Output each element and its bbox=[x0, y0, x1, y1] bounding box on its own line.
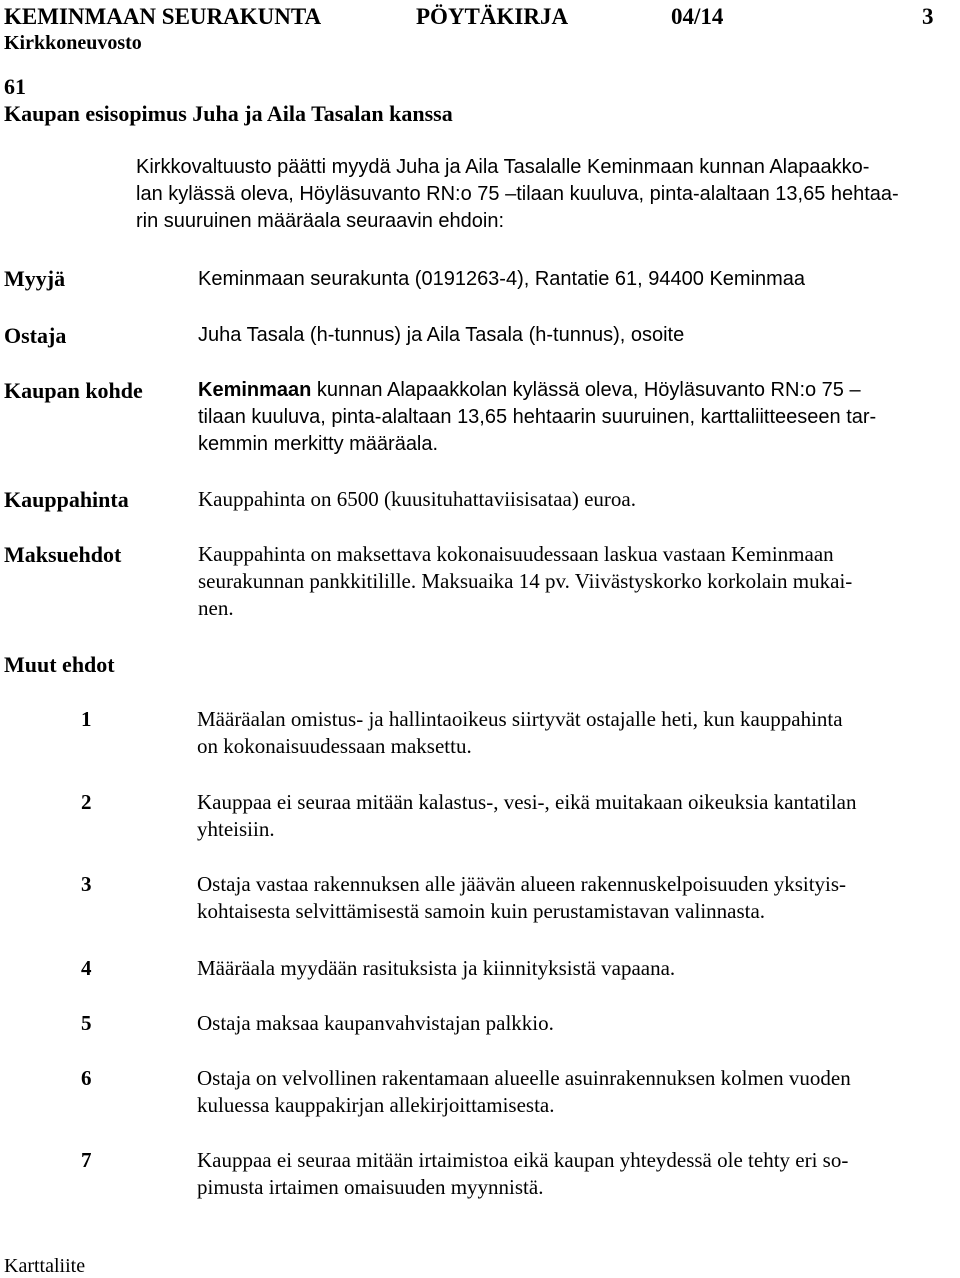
term-line: Ostaja on velvollinen rakentamaan alueelle asuinrakennuksen kolmen vuoden bbox=[197, 1066, 851, 1090]
price-label: Kauppahinta bbox=[4, 487, 129, 512]
term-line: yhteisiin. bbox=[197, 817, 275, 841]
term-text bbox=[197, 706, 947, 760]
object-line: tilaan kuuluva, pinta-alaltaan 13,65 hehtaarin suuruinen, karttaliitteeseen tar- bbox=[198, 406, 877, 428]
intro-line: Kirkkovaltuusto päätti myydä Juha ja Aila Tasalalle Keminmaan kunnan Alapaakko- bbox=[136, 156, 870, 178]
payment-line: nen. bbox=[198, 596, 234, 620]
price-value: Kauppahinta on 6500 (kuusituhattaviisisataa) euroa. bbox=[198, 487, 636, 511]
term-number: 1 bbox=[81, 707, 92, 731]
term-text bbox=[197, 1010, 947, 1037]
intro-line: rin suuruinen määräala seuraavin ehdoin: bbox=[136, 210, 505, 232]
term-number: 2 bbox=[81, 790, 92, 814]
term-line: kohtaisesta selvittämisestä samoin kuin perustamistavan valinnasta. bbox=[197, 899, 766, 923]
header-org: KEMINMAAN SEURAKUNTA bbox=[4, 4, 322, 29]
term-line: kuluessa kauppakirjan allekirjoittamisesta. bbox=[197, 1093, 555, 1117]
other-terms-label: Muut ehdot bbox=[4, 652, 115, 677]
term-number: 3 bbox=[81, 872, 92, 896]
object-line bbox=[198, 377, 948, 404]
intro-paragraph bbox=[136, 154, 951, 235]
term-text bbox=[197, 789, 947, 843]
header-doc-type: PÖYTÄKIRJA bbox=[416, 4, 569, 29]
payment-line: Kauppahinta on maksettava kokonaisuudessaan laskua vastaan Keminmaan bbox=[198, 542, 834, 566]
object-bold-word: Keminmaan bbox=[198, 379, 312, 401]
header-page-number: 3 bbox=[922, 4, 934, 29]
term-line: pimusta irtaimen omaisuuden myynnistä. bbox=[197, 1175, 544, 1199]
intro-line: lan kylässä oleva, Höyläsuvanto RN:o 75 –tilaan kuuluva, pinta-alaltaan 13,65 hehtaa- bbox=[136, 183, 899, 205]
term-line: Ostaja vastaa rakennuksen alle jäävän alueen rakennuskelpoisuuden yksityis- bbox=[197, 872, 847, 896]
term-line: Määräalan omistus- ja hallintaoikeus siirtyvät ostajalle heti, kun kauppahinta bbox=[197, 707, 843, 731]
term-number: 7 bbox=[81, 1148, 92, 1172]
term-line: on kokonaisuudessaan maksettu. bbox=[197, 734, 472, 758]
term-line: Ostaja maksaa kaupanvahvistajan palkkio. bbox=[197, 1011, 554, 1035]
term-line: Määräala myydään rasituksista ja kiinnityksistä vapaana. bbox=[197, 956, 676, 980]
term-text bbox=[197, 871, 947, 925]
term-number: 6 bbox=[81, 1066, 92, 1090]
payment-label: Maksuehdot bbox=[4, 542, 122, 567]
header-doc-number: 04/14 bbox=[671, 4, 724, 29]
header-body-name: Kirkkoneuvosto bbox=[4, 32, 142, 54]
section-title: Kaupan esisopimus Juha ja Aila Tasalan kanssa bbox=[4, 101, 453, 126]
seller-label: Myyjä bbox=[4, 266, 66, 291]
section-number: 61 bbox=[4, 74, 26, 99]
object-value bbox=[198, 377, 948, 458]
seller-value: Keminmaan seurakunta (0191263-4), Rantatie 61, 94400 Keminmaa bbox=[198, 268, 806, 290]
object-line: kemmin merkitty määräala. bbox=[198, 433, 439, 455]
term-text bbox=[197, 1065, 947, 1119]
term-line: Kauppaa ei seuraa mitään irtaimistoa eikä kaupan yhteydessä ole tehty eri so- bbox=[197, 1148, 849, 1172]
term-number: 4 bbox=[81, 956, 92, 980]
payment-line: seurakunnan pankkitilille. Maksuaika 14 pv. Viivästyskorko korkolain mukai- bbox=[198, 569, 853, 593]
term-text bbox=[197, 1147, 947, 1201]
term-text bbox=[197, 955, 947, 982]
payment-value bbox=[198, 541, 948, 622]
term-number: 5 bbox=[81, 1011, 92, 1035]
buyer-label: Ostaja bbox=[4, 323, 67, 348]
buyer-value: Juha Tasala (h-tunnus) ja Aila Tasala (h-tunnus), osoite bbox=[198, 324, 685, 346]
footer-attachment: Karttaliite bbox=[4, 1255, 86, 1277]
term-line: Kauppaa ei seuraa mitään kalastus-, vesi-, eikä muitakaan oikeuksia kantatilan bbox=[197, 790, 857, 814]
object-label: Kaupan kohde bbox=[4, 378, 143, 403]
object-line-rest: kunnan Alapaakkolan kylässä oleva, Höyläsuvanto RN:o 75 – bbox=[311, 379, 861, 401]
